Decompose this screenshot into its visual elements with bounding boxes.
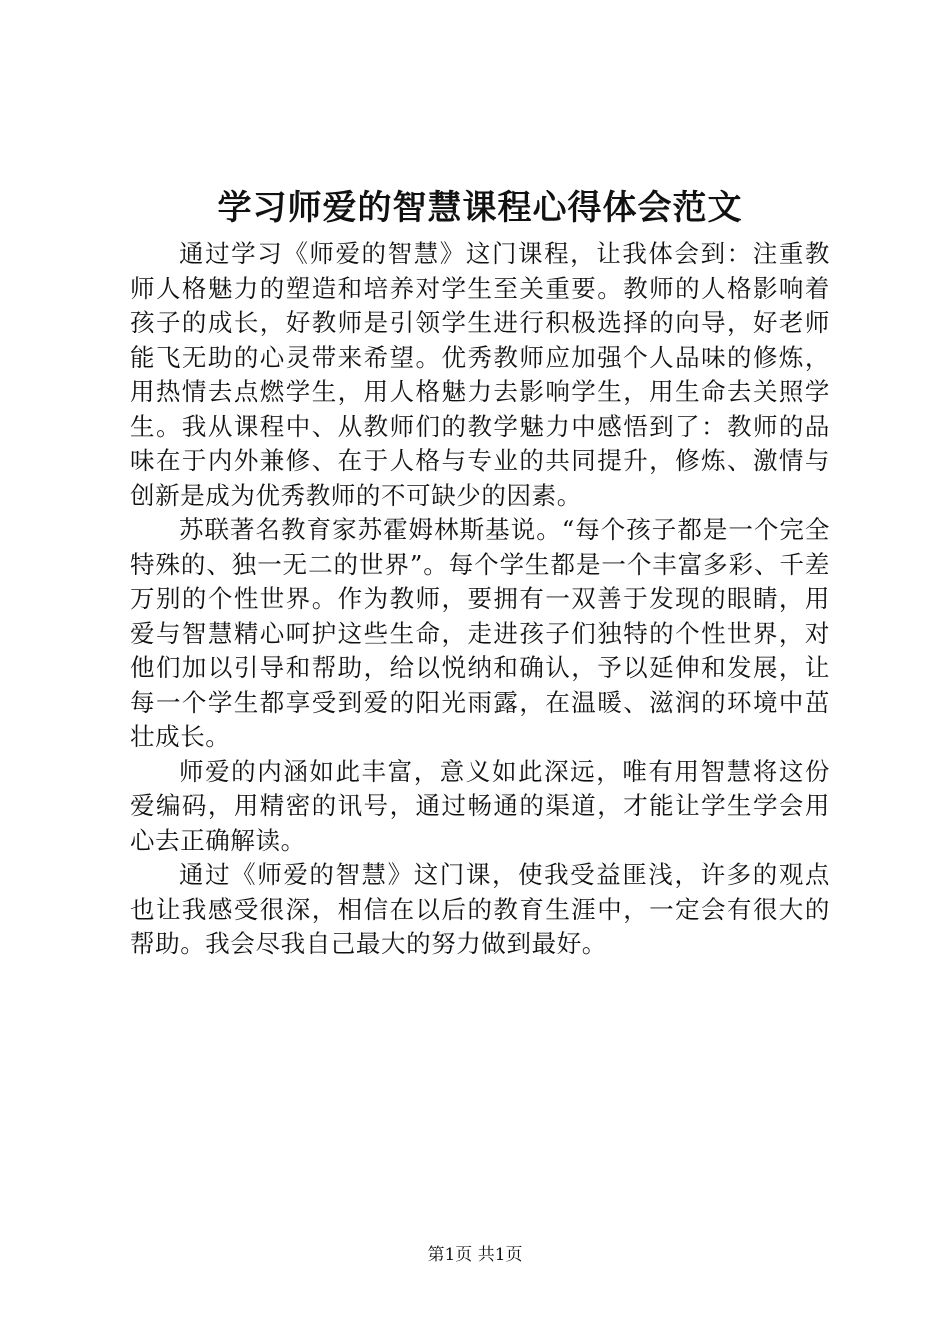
page-footer: 第1页 共1页 — [427, 1245, 523, 1265]
paragraph-2: 苏联著名教育家苏霍姆林斯基说。“每个孩子都是一个完全特殊的、独一无二的世界”。每个学生都是一个丰富多彩、千差万别的个性世界。作为教师，要拥有一双善于发现的眼睛，用爱与智慧精心呵护这些生命，走进孩子们独特的个性世界，对他们加以引导和帮助，给以悦纳和确认，予以延伸和发展，让每一个学生都享受到爱的阳光雨露，在温暖、滋润的环境中茁壮成长。 — [130, 515, 830, 751]
document-body — [130, 237, 830, 962]
paragraph-3: 师爱的内涵如此丰富，意义如此深远，唯有用智慧将这份爱编码，用精密的讯号，通过畅通的渠道，才能让学生学会用心去正确解读。 — [130, 756, 830, 855]
paragraph-4: 通过《师爱的智慧》这门课，使我受益匪浅，许多的观点也让我感受很深，相信在以后的教育生涯中，一定会有很大的帮助。我会尽我自己最大的努力做到最好。 — [130, 860, 830, 958]
paragraph-1: 通过学习《师爱的智慧》这门课程，让我体会到：注重教师人格魅力的塑造和培养对学生至关重要。教师的人格影响着孩子的成长，好教师是引领学生进行积极选择的向导，好老师能飞无助的心灵带来希望。优秀教师应加强个人品味的修炼，用热情去点燃学生，用人格魅力去影响学生，用生命去关照学生。我从课程中、从教师们的教学魅力中感悟到了：教师的品味在于内外兼修、在于人格与专业的共同提升，修炼、激情与创新是成为优秀教师的不可缺少的因素。 — [130, 239, 830, 510]
document-title: 学习师爱的智慧课程心得体会范文 — [217, 188, 743, 228]
